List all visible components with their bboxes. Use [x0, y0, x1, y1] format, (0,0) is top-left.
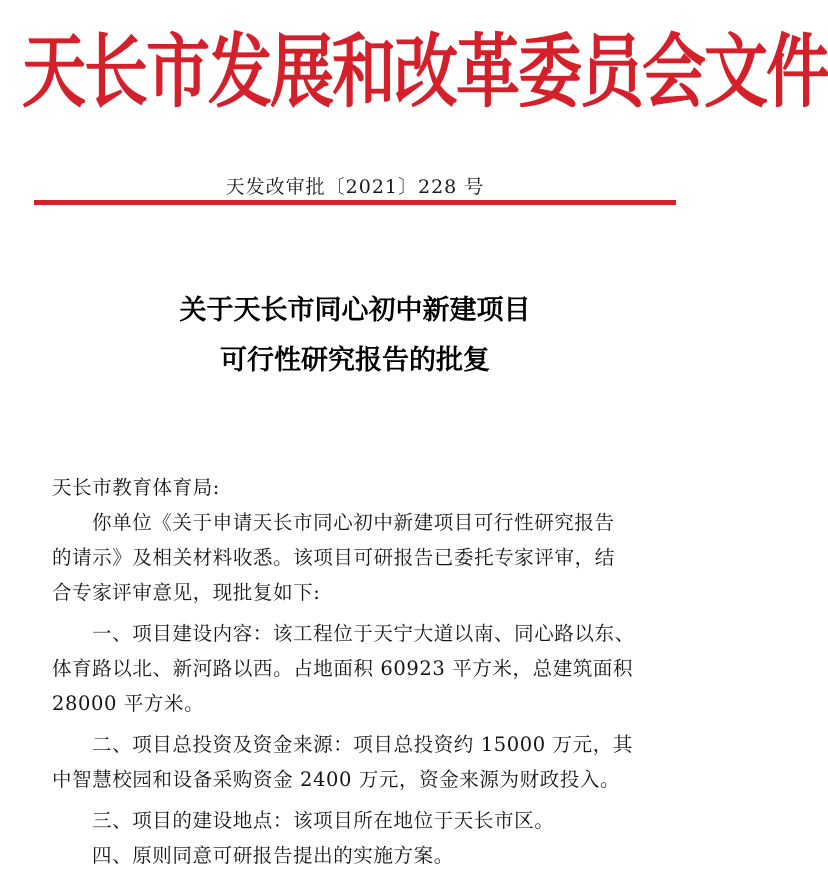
document-body	[52, 470, 672, 873]
title-line-2: 可行性研究报告的批复	[220, 345, 490, 376]
document-title	[0, 286, 710, 386]
item1-line-3: 28000 平方米。	[52, 692, 205, 715]
document-number: 天发改审批〔2021〕228 号	[225, 176, 485, 198]
intro-line-2: 的请示》及相关材料收悉。该项目可研报告已委托专家评审，结	[52, 546, 615, 569]
red-divider-line	[34, 200, 676, 205]
item1-line-2: 体育路以北、新河路以西。占地面积 60923 平方米，总建筑面积	[52, 657, 634, 680]
org-header-title: 天长市发展和改革委员会文件	[22, 25, 828, 120]
addressee: 天长市教育体育局:	[52, 476, 220, 499]
item4: 四、原则同意可研报告提出的实施方案。	[92, 844, 454, 867]
item2-line-2: 中智慧校园和设备采购资金 2400 万元，资金来源为财政投入。	[52, 768, 621, 791]
intro-line-3: 合专家评审意见，现批复如下:	[52, 581, 321, 604]
title-line-1: 关于天长市同心初中新建项目	[179, 295, 531, 326]
intro-line-1: 你单位《关于申请天长市同心初中新建项目可行性研究报告	[92, 511, 615, 534]
item3: 三、项目的建设地点：该项目所在地位于天长市区。	[92, 809, 555, 832]
item1-line-1: 一、项目建设内容：该工程位于天宁大道以南、同心路以东、	[92, 622, 635, 645]
item2-line-1: 二、项目总投资及资金来源：项目总投资约 15000 万元，其	[92, 733, 633, 756]
